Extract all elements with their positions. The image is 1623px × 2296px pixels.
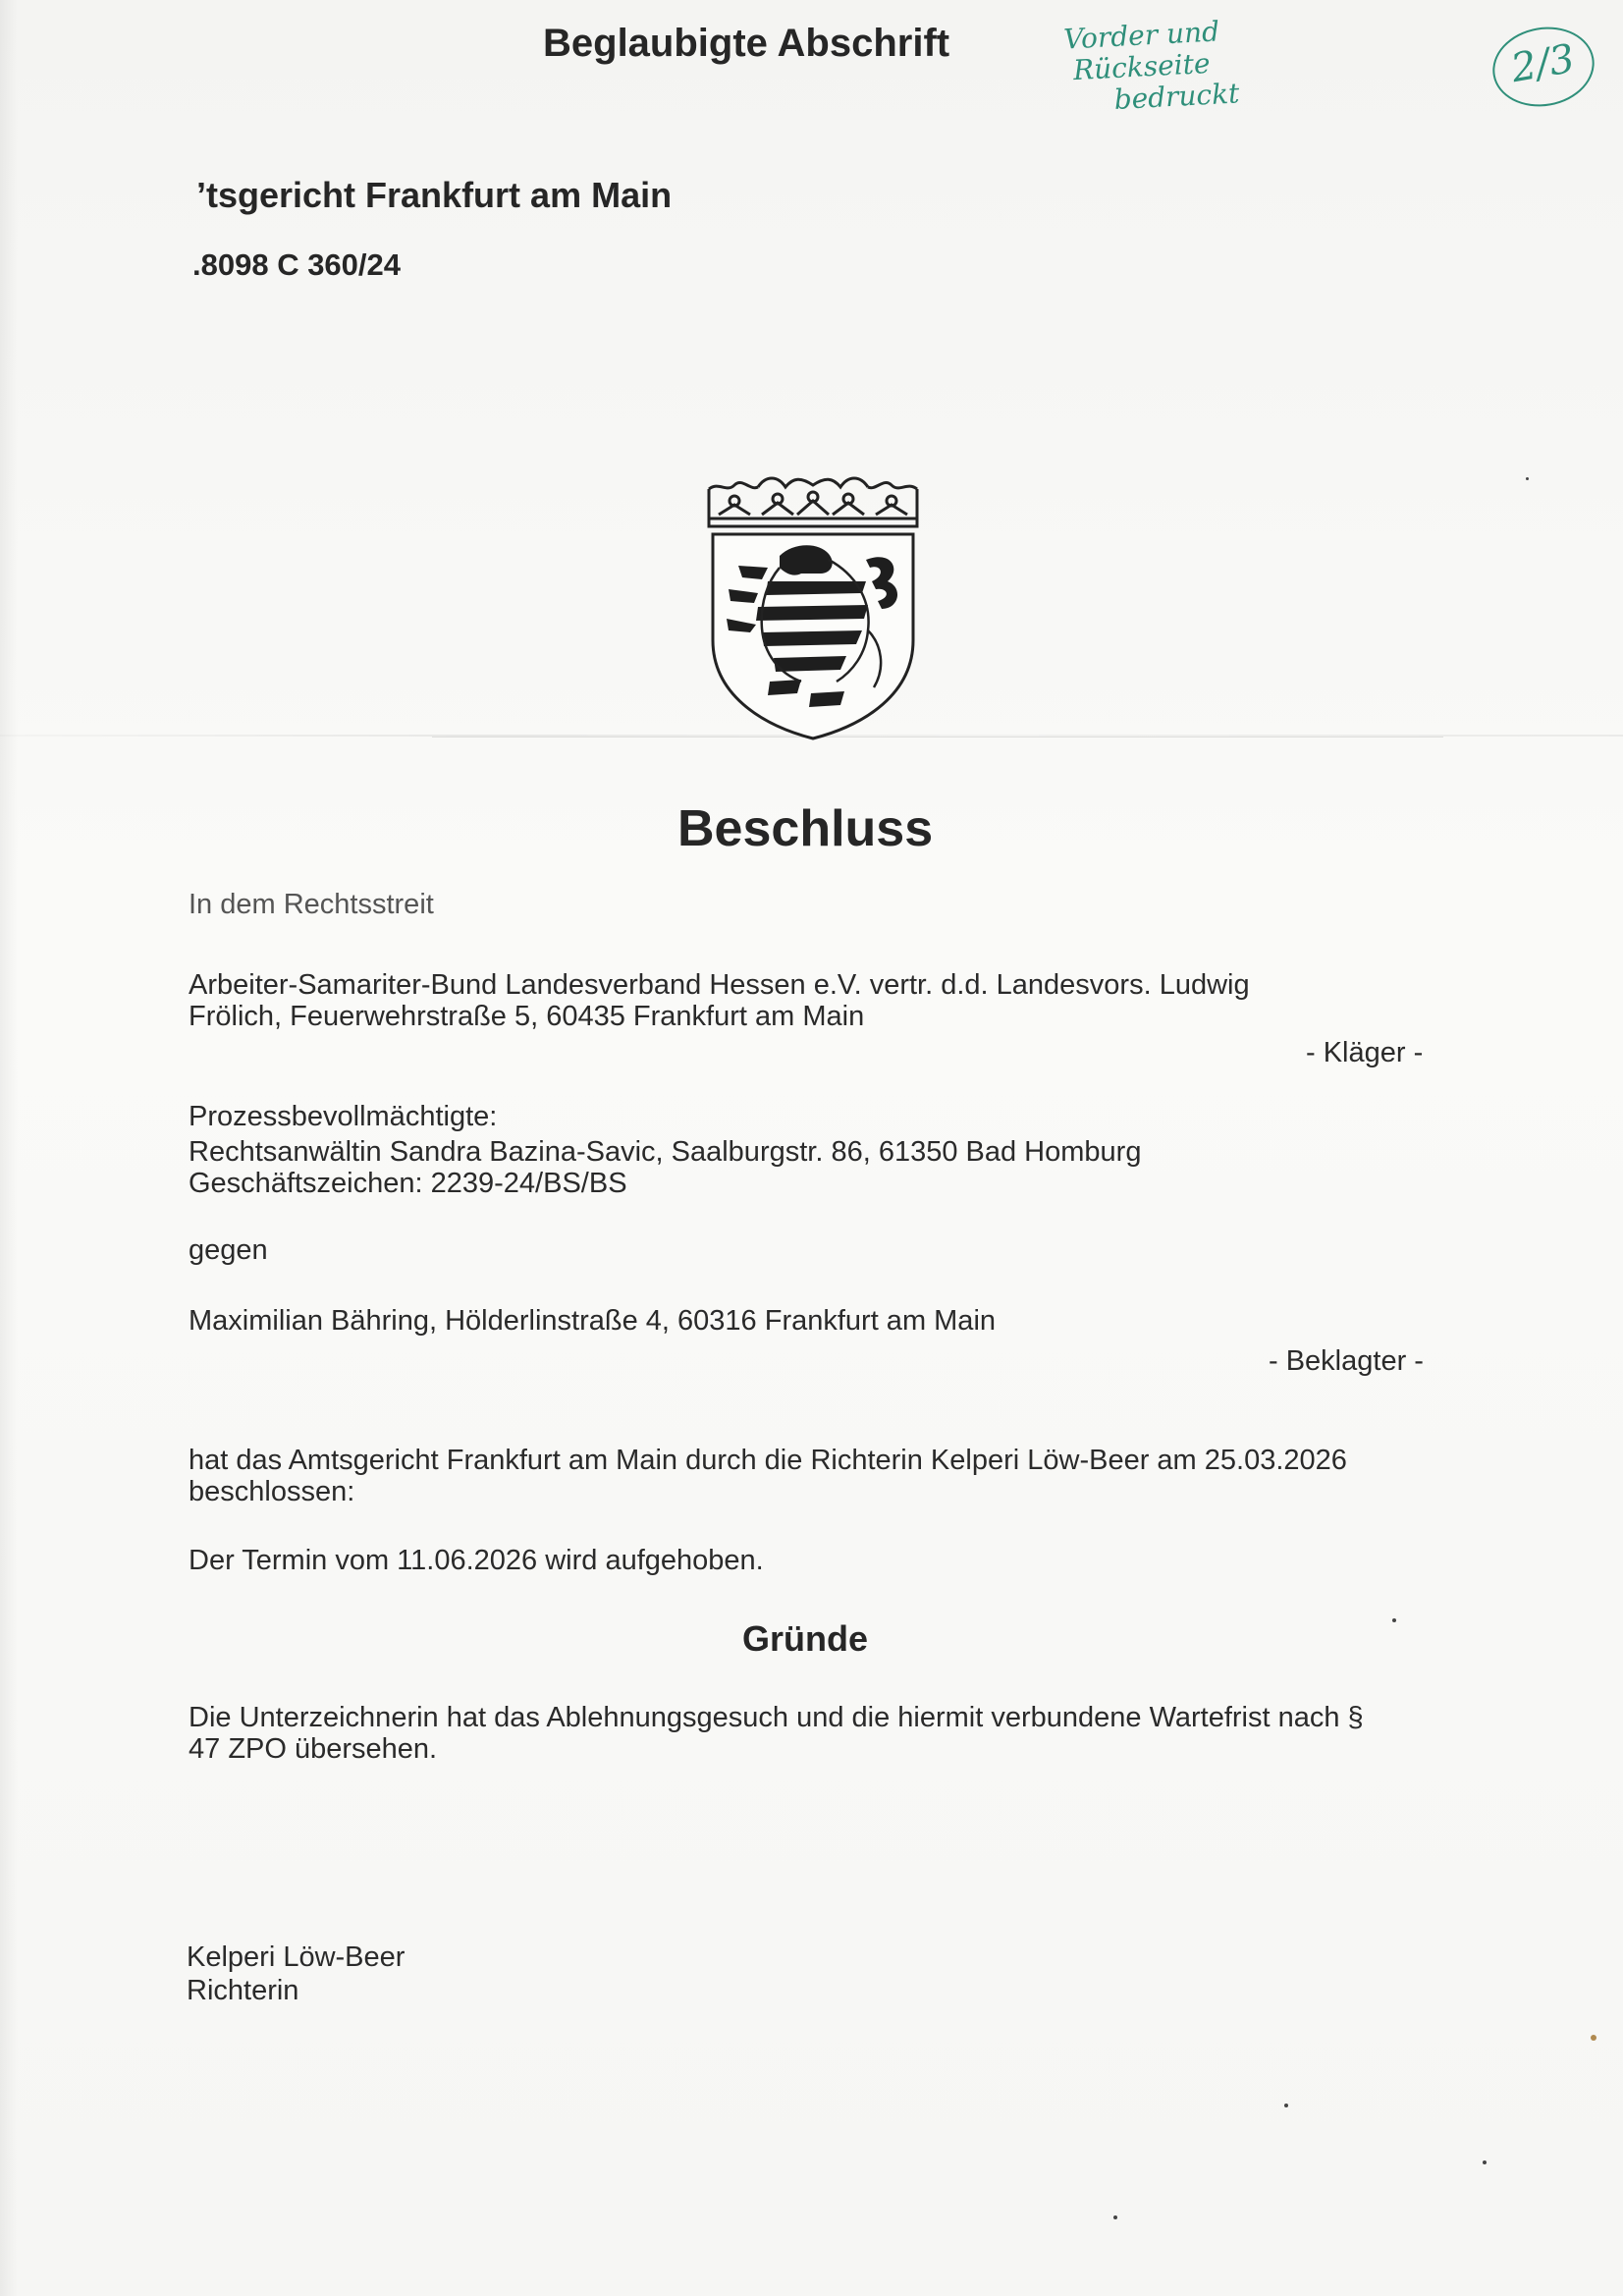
signer-title: Richterin (187, 1975, 299, 2006)
plaintiff-line-1: Arbeiter-Samariter-Bund Landesverband Hessen e.V. vertr. d.d. Landesvors. Ludwig (189, 969, 1250, 1001)
versus-text: gegen (189, 1234, 268, 1266)
defendant-line: Maximilian Bähring, Hölderlinstraße 4, 60316 Frankfurt am Main (189, 1305, 997, 1337)
decision-line-2: beschlossen: (189, 1476, 355, 1507)
plaintiff-role: - Kläger - (1306, 1037, 1424, 1068)
handwritten-note-line-3: bedruckt (1112, 77, 1241, 117)
counsel-name: Rechtsanwältin Sandra Bazina-Savic, Saalburgstr. 86, 61350 Bad Homburg (189, 1136, 1142, 1168)
speck (1392, 1618, 1396, 1622)
decision-line-1: hat das Amtsgericht Frankfurt am Main durch die Richterin Kelperi Löw-Beer am 25.03.2026 (189, 1445, 1347, 1476)
reasons-heading: Gründe (742, 1618, 869, 1659)
defendant-role: - Beklagter - (1269, 1345, 1424, 1377)
emblem-underline (432, 737, 1443, 738)
certified-copy-heading: Beglaubigte Abschrift (543, 22, 950, 65)
handwritten-note-line-2: Rückseite (1072, 46, 1212, 87)
intro-text: In dem Rechtsstreit (189, 889, 434, 920)
speck (1284, 2104, 1288, 2107)
signer-name: Kelperi Löw-Beer (187, 1941, 406, 1973)
counsel-label: Prozessbevollmächtigte: (189, 1101, 498, 1132)
speck (1591, 2035, 1596, 2041)
document-title: Beschluss (677, 800, 934, 857)
handwritten-note-line-1: Vorder und (1062, 15, 1220, 56)
speck (1113, 2215, 1117, 2219)
counsel-reference: Geschäftszeichen: 2239-24/BS/BS (189, 1168, 627, 1199)
reasons-line-2: 47 ZPO übersehen. (189, 1733, 438, 1765)
plaintiff-line-2: Frölich, Feuerwehrstraße 5, 60435 Frankfurt am Main (189, 1001, 865, 1032)
ruling-text: Der Termin vom 11.06.2026 wird aufgehoben. (189, 1545, 764, 1576)
court-name: ’tsgericht Frankfurt am Main (196, 175, 673, 215)
page-mark-circle (1487, 20, 1600, 115)
scan-edge-shadow (0, 0, 18, 2296)
speck (1526, 477, 1529, 480)
hessen-coat-of-arms-icon (699, 471, 927, 740)
page-mark: 2/3 (1507, 35, 1579, 92)
handwritten-note (1063, 15, 1241, 118)
case-number: .8098 C 360/24 (192, 247, 402, 282)
reasons-line-1: Die Unterzeichnerin hat das Ablehnungsgesuch und die hiermit verbundene Wartefrist nach § (189, 1702, 1364, 1733)
speck (1483, 2160, 1487, 2164)
